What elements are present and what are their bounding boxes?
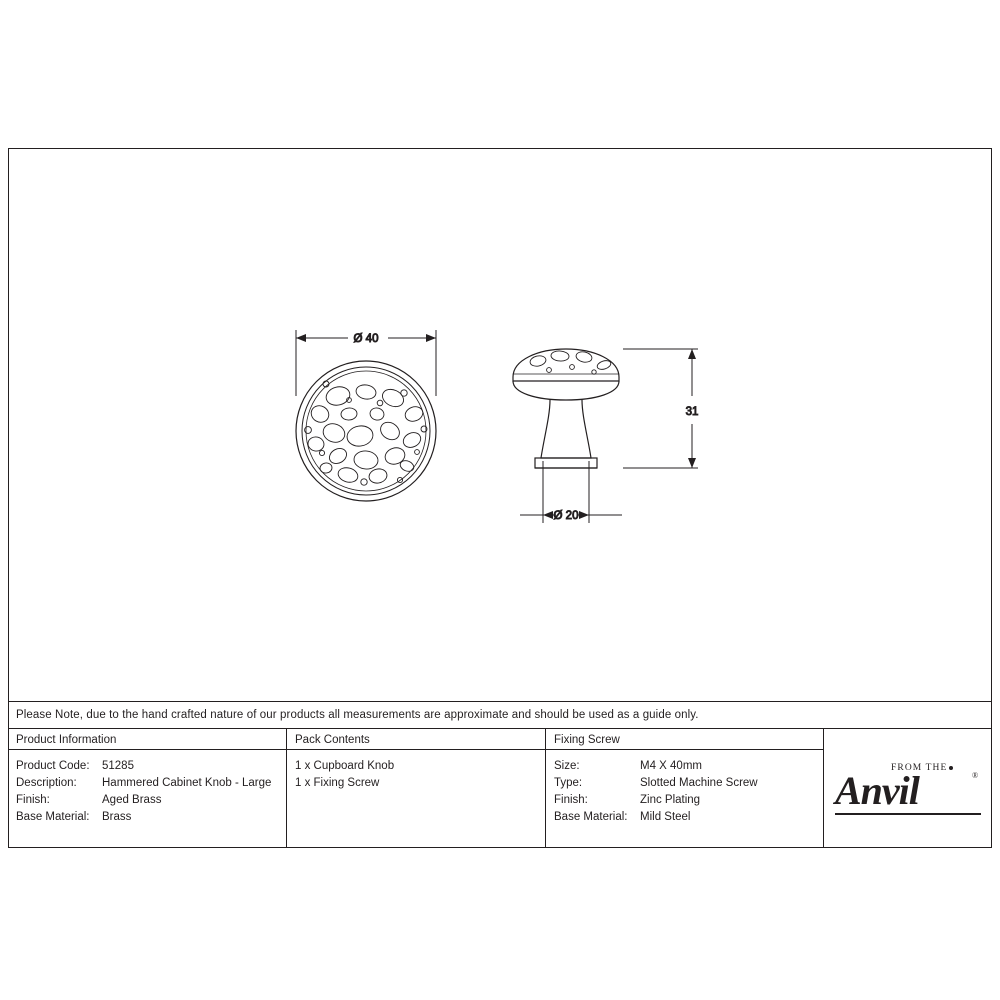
- brand-logo-column: [824, 729, 992, 848]
- description-value: Hammered Cabinet Knob - Large: [102, 777, 272, 789]
- front-view-dimension-label: Ø 40: [353, 333, 379, 345]
- screw-size-value: M4 X 40mm: [640, 760, 702, 772]
- front-view-group: [296, 330, 436, 501]
- product-code-value: 51285: [102, 760, 134, 772]
- pack-contents-body: [287, 750, 545, 792]
- side-view-height-label: 31: [685, 406, 699, 418]
- knob-side-profile: [513, 349, 619, 468]
- screw-base-material-value: Mild Steel: [640, 811, 691, 823]
- finish-label: Finish:: [16, 794, 50, 806]
- table-row: [554, 758, 823, 775]
- table-row: [554, 792, 823, 809]
- logo-brand-text: Anvil: [835, 767, 919, 813]
- screw-size-label: Size:: [554, 760, 580, 772]
- side-view-group: [513, 349, 698, 523]
- table-row: [16, 775, 286, 792]
- pack-contents-column: [287, 729, 546, 848]
- logo-registered-mark: ®: [972, 770, 979, 780]
- table-row: [554, 809, 823, 826]
- screw-base-material-label: Base Material:: [554, 811, 628, 823]
- base-material-value: Brass: [102, 811, 132, 823]
- pack-contents-header: Pack Contents: [287, 729, 545, 750]
- anvil-logo: [824, 729, 992, 848]
- product-information-body: [8, 750, 286, 826]
- side-view-base-label: Ø 20: [553, 510, 579, 522]
- fixing-screw-header: Fixing Screw: [546, 729, 823, 750]
- fixing-screw-body: [546, 750, 823, 826]
- fixing-screw-column: [546, 729, 824, 848]
- table-row: [16, 792, 286, 809]
- table-row: [16, 809, 286, 826]
- list-item: 1 x Fixing Screw: [295, 777, 380, 789]
- screw-type-value: Slotted Machine Screw: [640, 777, 758, 789]
- product-information-column: [8, 729, 287, 848]
- knob-inner-ring: [302, 367, 430, 495]
- screw-finish-value: Zinc Plating: [640, 794, 701, 806]
- list-item: 1 x Cupboard Knob: [295, 760, 395, 772]
- drawing-area: [8, 148, 992, 701]
- hammered-texture: [305, 381, 427, 485]
- logo-dot-icon: [949, 766, 953, 770]
- table-row: [554, 775, 823, 792]
- logo-from-the-text: FROM THE: [891, 762, 948, 773]
- info-table: [8, 729, 992, 848]
- screw-finish-label: Finish:: [554, 794, 588, 806]
- product-code-label: Product Code:: [16, 760, 90, 772]
- product-drawing-svg: [8, 148, 992, 701]
- finish-value: Aged Brass: [102, 794, 162, 806]
- screw-type-label: Type:: [554, 777, 583, 789]
- measurement-note-row: [8, 701, 992, 729]
- table-row: [16, 758, 286, 775]
- base-material-label: Base Material:: [16, 811, 90, 823]
- side-view-top-texture: [513, 350, 619, 374]
- product-information-header: Product Information: [8, 729, 286, 750]
- measurement-note: Please Note, due to the hand crafted nature of our products all measurements are approximate and should be used as a guide only.: [16, 709, 699, 721]
- description-label: Description:: [16, 777, 77, 789]
- logo-underline: [835, 813, 981, 815]
